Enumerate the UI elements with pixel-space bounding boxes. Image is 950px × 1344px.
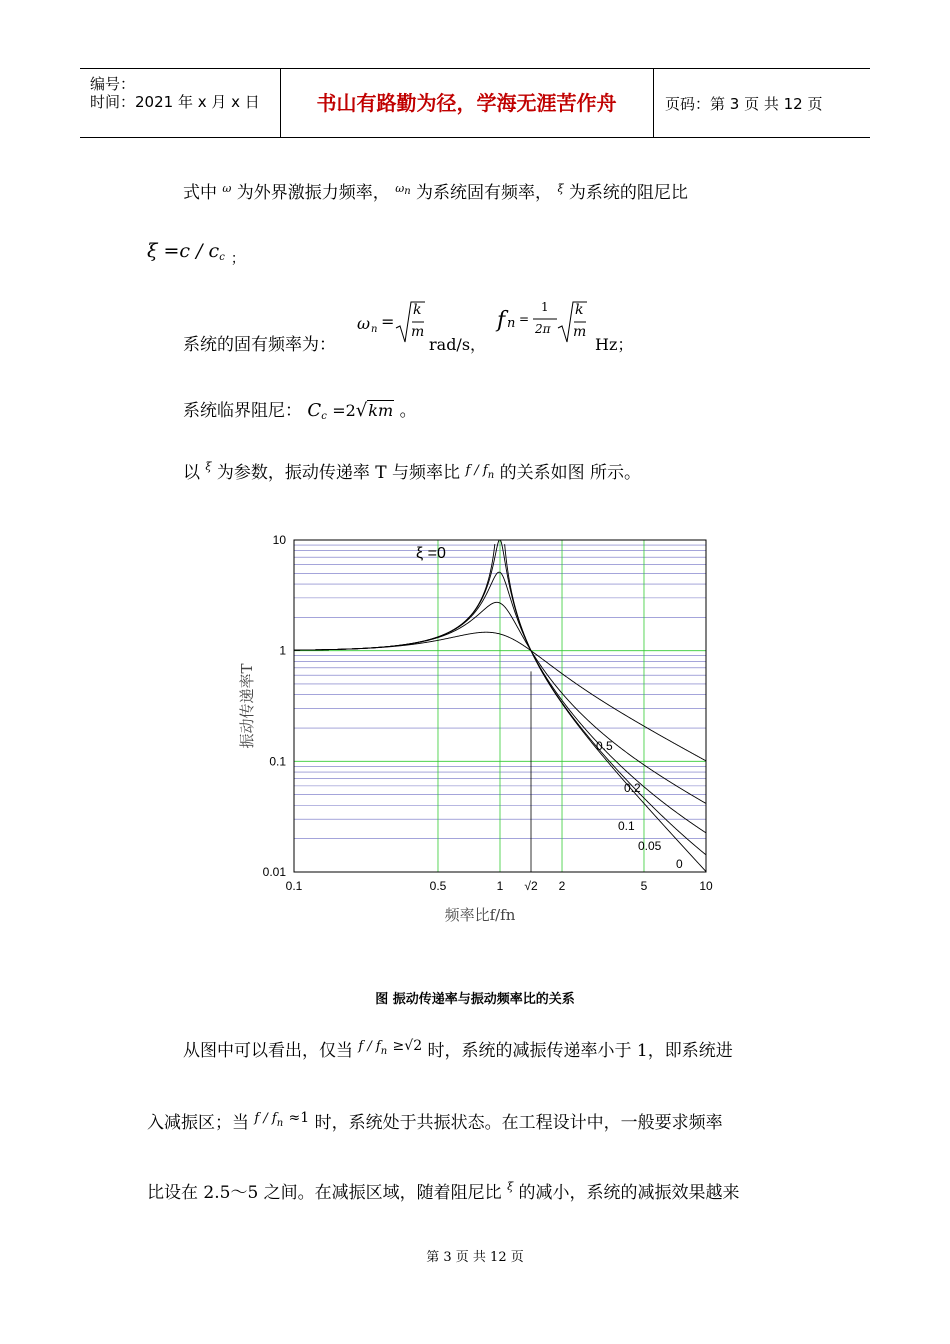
header-meta <box>80 69 281 137</box>
date-label: 时间：2021 年 x 月 x 日 <box>90 93 260 111</box>
series-label: 0.2 <box>624 781 641 795</box>
x-tick-label: √2 <box>524 879 538 893</box>
ratio: f / f <box>254 1111 277 1126</box>
km: km <box>368 401 394 420</box>
inequality: ≥√2 <box>392 1038 423 1054</box>
figure-caption: 图 振动传递率与振动频率比的关系 <box>375 992 575 1007</box>
damping-ratio-formula <box>147 240 245 268</box>
text: 入减振区；当 <box>147 1113 249 1133</box>
x-tick-label: 10 <box>699 879 713 893</box>
subscript: n <box>380 1046 388 1057</box>
xi-symbol: ξ <box>557 182 564 195</box>
x-tick-label: 5 <box>640 879 648 893</box>
subscript: c <box>321 411 327 422</box>
text: 以 <box>183 463 200 483</box>
formula: ξ =c / c <box>147 240 220 262</box>
subscript: c <box>219 252 225 263</box>
parameter-line <box>183 458 641 483</box>
series-label: 0 <box>676 857 683 871</box>
text: 的关系如图 所示。 <box>499 463 641 483</box>
text: 比设在 2.5～5 之间。在减振区域，随着阻尼比 <box>147 1183 502 1203</box>
page-header <box>80 68 870 138</box>
subscript: n <box>487 470 495 481</box>
series-label: 0.05 <box>638 839 662 853</box>
page-footer: 第 3 页 共 12 页 <box>426 1250 524 1265</box>
text: ； <box>230 251 245 267</box>
C-symbol: C <box>307 400 322 421</box>
subscript: n <box>404 186 411 197</box>
unit: rad/s， <box>429 335 487 354</box>
series-label: 0.1 <box>618 819 635 833</box>
critical-damping-line: 系统临界阻尼： $C_c =2√km$ 。 <box>183 400 417 422</box>
paragraph-conclusion-1 <box>183 1036 733 1061</box>
paragraph-conclusion-2 <box>147 1108 723 1133</box>
paragraph-definitions <box>183 178 688 203</box>
text: 系统的固有频率为： <box>183 335 336 355</box>
paragraph-conclusion-3 <box>147 1178 740 1203</box>
x-tick-label: 1 <box>496 879 504 893</box>
x-tick-label: 0.1 <box>285 879 303 893</box>
y-tick-label: 0.01 <box>262 865 286 879</box>
y-tick-label: 10 <box>272 533 286 547</box>
numerator: 1 <box>541 300 549 314</box>
text: 时，系统处于共振状态。在工程设计中，一般要求频率 <box>314 1113 723 1133</box>
text: 。 <box>399 401 417 421</box>
text: 为系统的阻尼比 <box>568 183 688 203</box>
y-tick-label: 0.1 <box>269 754 286 769</box>
subscript: n <box>276 1118 284 1129</box>
fraction-bar <box>533 318 557 320</box>
m: m <box>573 324 587 340</box>
text: 为系统固有频率， <box>416 183 553 203</box>
xi-symbol: ξ <box>205 460 212 473</box>
omega-symbol: ω <box>222 182 232 195</box>
omega-n-symbol: ω <box>395 182 405 195</box>
x-axis-label: 频率比f/fn <box>444 906 516 924</box>
y-tick-label: 1 <box>279 643 286 658</box>
series-label: ξ =0 <box>416 545 446 562</box>
ratio: f / f <box>358 1039 381 1054</box>
k: k <box>575 302 584 318</box>
transmissibility-chart <box>230 530 720 940</box>
m: m <box>411 324 425 340</box>
equals: = <box>519 312 530 326</box>
approx: ≈1 <box>288 1110 310 1126</box>
header-page-label: 页码：第 3 页 共 12 页 <box>665 95 823 113</box>
text: 从图中可以看出，仅当 <box>183 1041 353 1061</box>
text: 为外界激振力频率， <box>236 183 390 203</box>
code-label: 编号： <box>90 75 136 93</box>
f-symbol: f <box>497 308 506 333</box>
series-label: 0.5 <box>596 739 613 753</box>
x-tick-label: 2 <box>558 879 566 893</box>
header-motto: 书山有路勤为径，学海无涯苦作舟 <box>280 69 654 137</box>
natural-frequency-line <box>183 330 336 355</box>
unit: Hz； <box>595 335 634 354</box>
x-tick-label: 0.5 <box>429 879 447 893</box>
text: 的减小，系统的减振效果越来 <box>518 1183 740 1203</box>
text: 系统临界阻尼： <box>183 401 302 421</box>
k: k <box>413 302 422 318</box>
y-axis-label: 振动传递率T <box>238 663 256 749</box>
subscript: n <box>507 316 516 331</box>
equals: = <box>381 312 395 331</box>
text: 时，系统的减振传递率小于 1，即系统进 <box>427 1041 733 1061</box>
ratio: f / f <box>465 463 488 478</box>
chart-svg <box>230 530 720 940</box>
subscript: n <box>371 324 378 335</box>
omega-symbol: ω <box>357 314 371 333</box>
text: 式中 <box>183 183 217 203</box>
text: 为参数，振动传递率 T 与频率比 <box>216 463 461 483</box>
denominator: 2π <box>535 322 551 336</box>
text: =2 <box>332 401 356 420</box>
xi-symbol: ξ <box>507 1180 514 1193</box>
